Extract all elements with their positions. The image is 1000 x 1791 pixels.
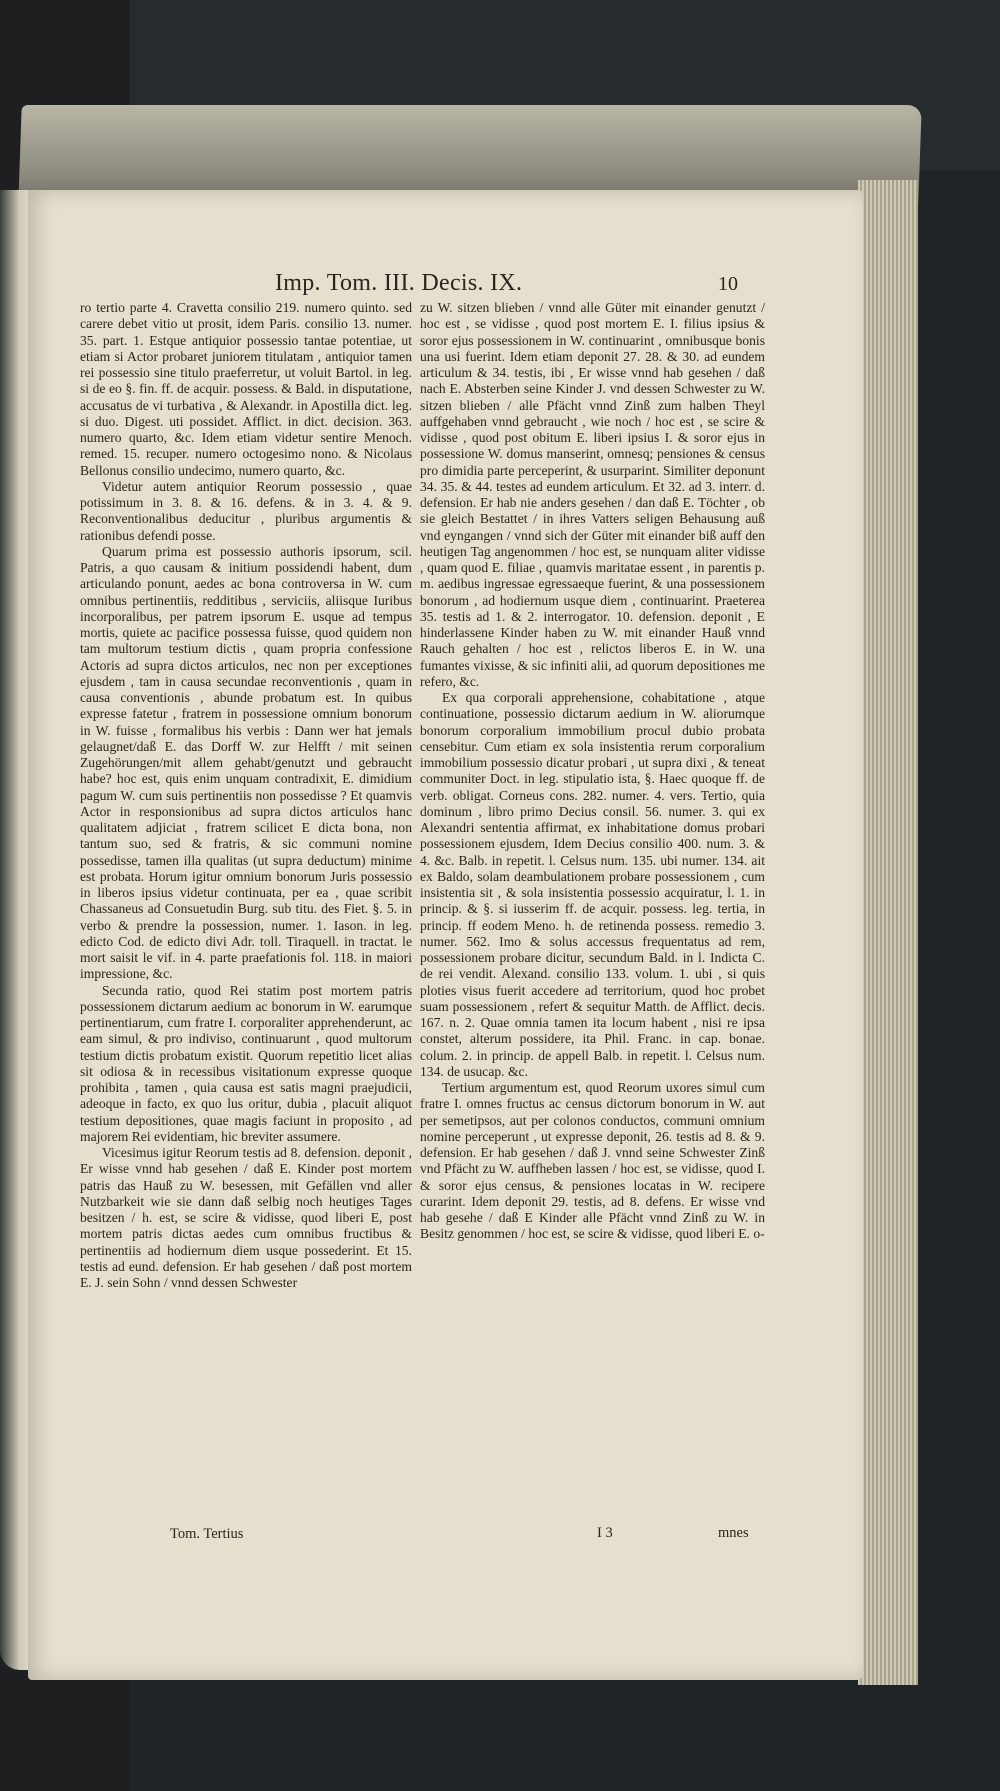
book-fore-edge [858,180,918,1685]
page-number: 10 [718,273,738,295]
signature-mark: I 3 [597,1525,613,1541]
paragraph: Videtur autem antiquior Reorum possessio , quae potissimum in 3. 8. & 16. defens. & in 3. 4. & 9. Reconventionalibus deducitur , pluribus argumentis & rationibus defendi posse. [80,478,412,543]
paragraph: zu W. sitzen blieben / vnnd alle Güter mit einander genutzt / hoc est , se vidisse , quod post mortem E. I. filius ipsius & soror ejus possessionem in W. continuarint , omnibusque bonis una usi fuerint. Idem etiam deponit 27. 28. & 30. ad eundem articulum & 34. testis, ibi , Er wisse vnnd hab gesehen / daß nach E. Absterben seine Kinder J. vnd dessen Schwester zu W. sitzen blieben / alle Pfächt vnnd Zinß zum halben Theyl auffgehaben vnnd gebraucht , wie noch / hoc est , se scire & vidisse , quod post obitum E. liberi ipsius I. & soror ejus in possessione W. domus manserint, omnesq; pensiones & census pro dimidia parte perceperint, & usurparint. Similiter deponunt 34. 35. & 44. testes ad eundem articulum. Et 32. ad 3. interr. d. defension. Er hab nie anders gesehen / dan daß E. Töchter , ob sie gleich Bestattet / in ihres Vatters seligen Behausung auß vnd eyngangen / vnnd sich der Güter mit einander biß auff den heutigen Tag angenommen / hoc est, se nunquam aliter vidisse , quam quod E. filiae , quamvis maritatae essent , in parentis p. m. aedibus ingressae egressaeque fuerint, & una possessionem bonorum , ad hodiernum usque diem , continuarint. Praeterea 35. testis ad 1. & 2. interrogator. 10. defension. deponit , E hinderlassene Kinder haben zu W. mit einander Hauß vnnd Rauch gehalten / hoc est , relictos liberos E. in W. una fumantes vixisse, & sic infiniti alii, ad quorum depositiones me refero, &c. [420,300,765,689]
running-head: Imp. Tom. III. Decis. IX. [275,270,523,296]
paragraph: ro tertio parte 4. Cravetta consilio 219. numero quinto. sed carere debet vitio ut prosit, idem Paris. consilio 13. numer. 35. part. 1. Estque antiquior possessio tantae potentiae, ut etiam si Actor probaret juniorem titulatam , antiquior tamen rei possessio sine titulo praeferretur, ut voluit Bartol. in leg. si de eo §. fin. ff. de acquir. possess. & Bald. in disputatione, accusatus de vi turbativa , & Alexandr. in Apostilla dict. leg. si duo. Digest. uti possidet. Afflict. in dict. decision. 363. numero quarto, &c. Idem etiam videtur sentire Menoch. remed. 15. recuper. numero octogesimo nono. & Nicolaus Bellonus consilio undecimo, numero quarto, &c. [80,300,412,478]
left-text-column [80,300,412,1291]
paragraph: Tertium argumentum est, quod Reorum uxores simul cum fratre I. omnes fructus ac census dictorum bonorum in W. aut per semetipsos, aut per colonos conductos, communi omnium nomine perceperunt , ut expresse deponit, 26. testis ad 8. & 9. defension. Er hab gesehen / daß J. vnnd seine Schwester Zinß vnd Pfächt zu W. auffheben lassen / hoc est, se vidisse, quod I. & soror ejus census, & pensiones locatas in W. recipere curarint. Idem deponit 29. testis, ad 8. defens. Er wisse vnd hab gesehe / daß E Kinder alle Pfächt vnnd Zinß zu W. in Besitz genommen / hoc est, se scire & vidisse, quod liberi E. o- [420,1080,765,1242]
paragraph: Ex qua corporali apprehensione, cohabitatione , atque continuatione, possessio dictarum aedium in W. aliorumque bonorum corporalium immobilium procul dubio probata censebitur. Cum etiam ex sola insistentia rerum corporalium immobilium possessio dicatur probari , ut supra dixi , & teneat communiter Doct. in leg. stipulatio ista, §. Haec quoque ff. de verb. obligat. Corneus cons. 282. numer. 4. vers. Tertio, quia dominum , libro primo Decius consil. 56. numer. 3. qui ex Alexandri sententia affirmat, ex inhabitatione domus probari possessionem ejusdem, Idem Decius consilio 400. num. 3. & 4. &c. Balb. in repetit. l. Celsus num. 135. ubi numer. 134. ait ex Baldo, solam deambulationem probare possessionem , cum insistentia sit , & sola insistentia possessio acquiratur, l. 1. in princip. & §. si iusserim ff. de acquir. possess. leg. tertia, in princip. ff eodem Meno. h. de retinenda possess. remedio 3. numer. 562. Imo & solus accessus frequentatus ad rem, possessionem probare dicitur, secundum Bald. in l. Indicta C. de rei vendit. Alexand. consilio 133. volum. 1. ubi , si quis ploties visus fuerit accedere ad territorium, quod hoc probet suam possessionem , refert & sequitur Matth. de Afflict. decis. 167. n. 2. Quae omnia tamen ita locum habent , nisi re ipsa constet, alterum possidere, ita Phil. Franc. in cap. bonae. colum. 2. in princip. de appell Balb. in repetit. l. Celsus num. 134. de usucap. &c. [420,690,765,1079]
right-text-column [420,300,765,1243]
paragraph: Quarum prima est possessio authoris ipsorum, scil. Patris, a quo causam & initium possidendi habent, dum articulando ponunt, aedes ac bona controversa in W. cum omnibus pertinentiis, redditibus , serviciis, aliisque Iuribus incorporalibus, per patrem ipsorum E. usque ad tempus mortis, quiete ac pacifice possessa fuisse, quod quidem non tam multorum testium dictis , quam propria confessione Actoris ad supra dictos articulos, nec non per exceptiones ejusdem , tam in causa secundae reconventionis , quam in causa conventionis , abunde probatum est. In quibus expresse fatetur , fratrem in possessione omnium bonorum in W. fuisse , formalibus his verbis : Dann wer hat jemals gelaugnet/daß E. das Dorff W. zur Helfft / mit seinen Zugehörungen/mit allem gehabt/genutzt und gebraucht habe? hoc est, quis enim unquam contradixit, E. dimidium pagum W. cum suis pertinentiis non possedisse ? Et quamvis Actor in responsionibus ad supra dictos articulos hanc qualitatem adjiciat , fratrem scilicet E dicta bona, non tantum suo, sed & fratris, & sic communi nomine possedisse, tamen illa qualitas (ut supra deductum) minime est probata. Horum igitur omnium bonorum Juris possessio in liberos ipsius videtur continuata, per ea , quae scribit Chassaneus ad Consuetudin Burg. sub titu. des Fiet. §. 5. in verbo & prendre la possession, numer. 1. Iason. in leg. edicto Cod. de edicto divi Adr. toll. Tiraquell. in tractat. le mort saisit le vif. in 4. parte praefationis fol. 118. in maiori impressione, &c. [80,543,412,982]
paragraph: Vicesimus igitur Reorum testis ad 8. defension. deponit , Er wisse vnnd hab gesehen / daß E. Kinder post mortem patris das Hauß zu W. besessen, mit Gefällen vnd aller Nutzbarkeit wie sie dann daß selbig noch heutiges Tages besitzen / h. est, se scire & vidisse, quod liberi E, post mortem patris dictas aedes cum omnibus fructibus & pertinentiis ad hodiernum diem usque possederint. Et 15. testis ad eund. defension. Er hab gesehen / daß post mortem E. J. sein Sohn / vnnd dessen Schwester [80,1145,412,1290]
catchword: mnes [718,1525,749,1541]
volume-label: Tom. Tertius [170,1526,244,1542]
paragraph: Secunda ratio, quod Rei statim post mortem patris possessionem dictarum aedium ac bonorum in W. earumque pertinentiarum, cum fratre I. corporaliter apprehenderunt, ac eam simul, & pro indiviso, continuarunt , quod multorum testium dictis probatum existit. Quorum repetitio licet alias sit odiosa & in recessibus visitationum expresse quoque prohibita , tamen , quia causa est satis magni praejudicii, adeoque in facto, ex quo lus oritur, dubia , placuit aliquot testium depositiones, quae magis faciunt in proposito , ad majorem Rei evidentiam, hic breviter assumere. [80,982,412,1144]
